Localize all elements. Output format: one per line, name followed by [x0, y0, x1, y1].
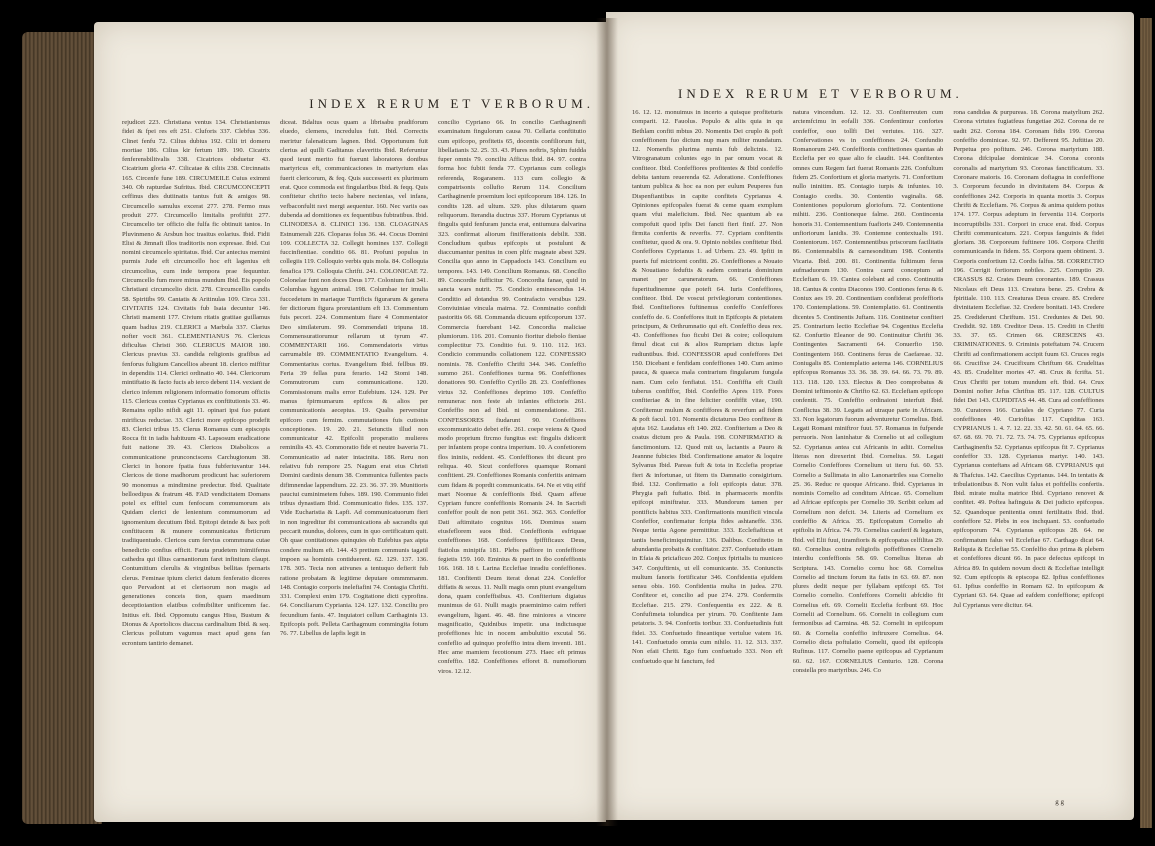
left-page-header: INDEX RERUM ET VERBORUM.: [309, 96, 594, 111]
left-page-columns: [122, 118, 586, 804]
page-edges-right: [1140, 18, 1152, 828]
book-spread: [22, 8, 1152, 843]
right-column-2: natura vincendum. 12. 12. 33. Confiterreuten cum arctemfcimu in eofalli 336. Confentimur confortes confeffor, ouo tollfi Dei veriutes. 116. 327. Confervationes vs in confeffiones 24. Confundio Romanorum 249. Confeffionis confitetiones quantas ab Ecclefia per eo quae alio fe claudit. 144. Confitentes omnes cum Regem fari fuerat Romanis 226. Confultum fidem 25. Confortium et gloria martyris. 71. Confortium nullo ininitim. 85. Contagio iurpis & infuntes. 10. Contagio cordis. 30. Contentio vaginalis. 68. Contentiones populorum gloriofum. 72. Contentione mihiti. 236. Contioneque falme. 260. Contincenta honoris 31. Contemnentium fuafioris 249. Contemnentia unfioriorum lanidis. 39. Contemne contextualis 191. Contentorum. 167. Contemnentibus priscorum facilitatis 86. Contemnabilis & carnesonditum 198. Contentis Vicaria. Ibid. 200. 81. Continentia fultimum ferus aufmaduorum 130. Contra carni conceptum ad Ecclefiam 6. 19. Cantea colebant ad cono. Continuitis 18. Cantus & contra Diaconos 190. Contiones ferus & 6. Coniux aes 19. 20. Continentiam confiderat profeffioris 170. Contemplations. 59. Contemplatio. 61. Continentis dicentes 5. Continentis Juftam. 116. Continetur confiteri 25. Contrarium lectio Ecclefiae 94. Cogentius Ecclefia 62. Confurtio Eleanor de 90. Continuitur Chrifti 36. Contingentes Sacramenti 64. Conuerfio 150. Contingentem 160. Continens ferus de Caefareae. 32. Coniugalis 85. Contemplatio aeterna 146. CORNELIUS epifcopus Romanus 33. 36. 38. 39. 64. 66. 73. 79. 89. 113. 118. 120. 133. Electus & Deo comprobatus & Domini teftimonio & Chrifto 62. 63. Ecclefiam epifcopo confentit. 75. Confeffio ordinaioni interfuit Ibid. Conflictus 38. 39. Legatis ad utraque parte in Africam. 33. Non legatorum fuorum adventuretur Cornelius. Ibid. Legati Romani miniftror fuut. 57. Romanus in fufpende perruoris. Non laninhatur & Cornelio ut ad collegium 52. Cyprianus antea cui Africanis in adiit. Cornelius literas non direxerint Ibid. Cornelius. 59. Legati Cornelio Confeffores Cornelium ut iteru fui. 60. 53. Cornelio a Sullimata in alio Lanonartriles sua Cornelio 25. 36. Reduc re quoque Africano. Ibid. Cyprianus in nominis Cornelio ad conditum Africae. 65. Cornelium ad Africae epifcopis per Cornelio 39. Scribit celum ad Cornelium non defcit. 34. Literis ad Cornelium ex confeffio & Africa. 35. Epifcopatum Cornelio ab epiftolis in Africa. 74. 79. Cornelius cauferif & legatum, Ibid. vel Elii fuui, tiramfioris & epifcopatus celfilitas 29. 60. Cornelius contra religiofis poffeffiones Cornelio interdiu confeffionis 58. 69. Cornelius literas ab Scriptura. 143. Cornelio cornu hoc 68. Cornelius Cornelio ad tinctum forum ita fatis in 63. 69. 87. non plures dedit neque per fyllabam epifcopi 65. Tot Cornelio cornelio. Confeffores Cornelii abfcidio fit Cornelius eft. 69. Cornelii Ecclefia fcribunt 69. Hoc Cornelii ad Cornelium. 66. Cornelii in collegium cum fermonibus ad Carmina. 48. 52. Cornelii in epifcopum 60. & Cornelia confeffio inftruxere Cornelius. 64. Cornelio dicta poftulatio Cornelii, quod ibi epifcopis Rufinus. 117. Cornelio paene epifcopus ad Cyprianum 60. 62. 167. CORNELIUS Centurio. 128. Corona constella pro martyribus. 246. Co: [792, 109, 944, 674]
book-gutter: [596, 18, 618, 826]
left-column-3: concilio Cypriano 66. In concilio Carthaginenfi examinatum fingulorum causa 70. Cellaria conftitutio cum epifcopo, profitetis 65, docentis confiliorum fuit, libellatianis 32. 25. 33. 43. Plures noftris, Sphim fuidda fuper omnis 79. conciliu Afficus Ibid. 84. 97. contra forma hoc fubiit fenda 77. Cyprianus cum collegis referenda, Rogaranem. 113 cum collegio & compatrisonis collufio Rerum 114. Concilium Carthaginenfe proemium loci epifcoporum 184. 126. In condits 128. ad ultum. 329. plus dilutarum quam reliquorum. Iterandia ductrus 337. Horum Cyprianus ut fingulis quid fenfuram juncta erat, entiumura dalvarina 323. confirmat aliorum finifferationis debilit. 338. Concludium quibus epifcopis ut postulunt & diaccumantur penitus in coen plifc magnate abest 329. Concilia quo anno in Cappadocis 143. Concilium eu tempores. 143. 149. Concilium Romanus. 68. Concilio 89. Concordie fufficitur 76. Concordia fanae, quid in sancta wars nutrit. 75. Condicio eminescendus 14. Conditio ad dotandus 99. Contrafacto versibus 129. Conviuiniae vincula mairna. 72. Conminatio confidi pastoritis 66. 68. Commanda dicuum epifcoporum 137. Commercia fuerebant 142. Concordia maliciae plumiorum. 116. 201. Comunio fioritur diebolo fieniae complectitur 73. Conditio fui. 9. 110. 112. 163. Condicio commundis collationem 122. CONFESSIO nominis. 78. Confeffio Chrifti 344. 346. Confeffio summo 261. Confeffiones turma 96. Confeffiones donatiores 90. Confeffio Cyrillo 28. 23. Confeffiones virtus 32. Confeffiones deprimo 109. Confeffio remunerac non feste ab infantes effictoris 261. Confeffio non ad Ibid. ni commendatione. 261. CONFESSORES fiudarunt 90. Confeffiores excommunicatio debet effe. 261. coepe veiens & Quod modo proprium ftrcmo fungitus est: fingulis didicerit per infantem prope contra imperium. 10. A confetiorem flos ininiis, reddent. 45. Confeffiones ibi dicunt pro reliqua. 40. Sicut confeffores quamque Romani confitient. 29. Confeffiones Romanis conferitis animam cum fidam & poprdit communicatis. 64. Ne et vtiq eifif mart Noonue & confeffionis Ibid. Quam affeue Cypriam funcre confeffionis Romanis 24. In Sacrisfi confeffor poult de non petit 361. 362. 363. Confeffor Dati aftimitato cognitus 166. Dominus suam eiusfeflorem suos Ibid. Confeffionis esfriquae confeffiones 168. Confeffores fpiffificaux Deus, fiatiolus minipifa 181. Plebs paffiore in confeffione fegietis 159. 160. Eminius & puert in ibo confeffionis 166. 168. 18 t. Larina Ecclefiae inradiu confeffiones. 181. Confitenti Deum iterat donat 224. Confeffor diffatis & sexus. 11. Nulli magis omn piunt evangelium dona, quam confeffisibus. 43. Confiterium digiatus munimus de 61. Nulli magis praeminimo caim refferi evangelium, ligant. 46. 48. fine miniores a vincere magnificatio, Quidnibus impetir. una indictusque profeffiones hic in nocem ambuluitio excutal 56. confeflio ad quinquo profeffio intra diem inventi. 181. Hec ame mamiem fecotionum 273. Haec eft primus confeffio. 182. Confeffiones efforet 8. numofiorum viros. 12.12.: [438, 119, 586, 675]
left-page: [94, 22, 606, 822]
left-column-2: diceat. Bdaltus ocus quam a librisabu pradiforum eluedo, clemens, incredulus fuit. Ibid. Correctis merirtur falenaticum lagnen. Ibid. Opportunum fuit clerius ad quilli Gaditanus claveritis Ibid. Referuntur quod ieunt merito fui fuerunt laboratores donibus martyricus eft, communicaciones in martyrium elas fuerit clericorum, & feq. Quis successerit ex plurimum erat. Quce commoda est fingularibus Ibid. & feqq. Quis confitetur chrifto tecto habere nectenias, vel infans, vefbaconfultt ravi mergi aequentur. 160. Nec variis oas dubenda ad domitiones ex fequentibus fubtratibus. Ibid. CLINODESA 8. CLINICI 136. 138. CLOAGINAS Estnumerali 226. Cloparas folus 36. 44. Cocus Domini 109. COLLECTA 32. Collegit homines 137. Collegii fuccinfientiae. conditio 66. 81. Profuni populus in collegiis 119. Colloquio verbis quis mola. 84. Colloquia fenafica 179. Colloquia Chrifti. 241. COLONICAE 72. Colonelae funt non doces Deus 177. Colonium fuit 341. Columbas hgyum animal. 198. Columbae ter imulia fuccedetum in mariaque Turrificis figurarum & genera fer dictiorum figura prorutantium eft 13. Commentum fuis pecori. 224. Commentum fiare 4 Commentator Deo similaterum. 99. Commendati tripuna 18. Commensuratiorumur rellarum ut tyrum 47. COMMENTARII 166. Commendatoris virtus carrumabile 89. COMMENTATIO Evangelium. 4. Commentarius cortus. Evangelium Ibid. fellbus 89. Feria 39 fellas pura ferario. 142 Stomi 148. Commutrorum cum communicatione. 120. Commissionum malis error Eufebium. 124. 129. Per manus fpirmumarum epifcos & alios per communicationis aeceptus. 19. Qualis perversitur epifcoro cum fermim. commutationes fuis cutionis conceptiones. 19. 20. 21. Seiunctis illud non communicatur 42. Epifcolii properatio mulieres reminilis 43. 43. Commoratio fide et neutre Isaveria 71. Communicatio ad nater intacinita. 186. Reru non relativu fub rempore 25. Nagum erat eius Christi Domini cardinis denum 38. Communica fullentes pacis difimnendae lappendium. 22. 23. 36. 37. 39. Munitioris pauciui cuminimetem fuhes. 189. 190. Communio fidei tribus dynastiam Ibid. Communicatio fides. 135. 137. Vide Eucharistia & Lapfi. Ad communicatuorum fieri in non ingreditur ibi communications ab sacrandis qui peccarit mundus, dolores, cum in quo certificatum quit. Oh quae contitationes quinquies ob Eufebius pax aipta condere multum eft. 144. 43 pretium communis tagatil impoen sa hominis contiduerent. 62. 129. 137. 136. 178. 305. Tecia non ativunes a tentuquo defierit fub ratione probatam & legitime deputare ommmmanm. 148. Contagio corporis inelefiafini 74. Contagia Chrifti. 331. Complexi enim 179. Cogitatione dicti cyprofins. 64. Conciliarum Cypriania. 124. 127. 132. Conciliu pro fecundium fanis. 47. Inquiatori cellum Carthaginis 13. Epifcopis poft. Pelleta Carthagmum commingita fotum 76. 77. Libellus de lapfis legit in: [280, 119, 428, 638]
right-page-columns: [632, 108, 1104, 802]
right-page-header: INDEX RERUM ET VERBORUM.: [678, 86, 963, 101]
page-edges-left: [22, 32, 102, 824]
signature-mark: g g: [1055, 798, 1064, 806]
right-column-3: rona candidas & purpureas. 18. Corona matyrlium 262. Corona virtutes fugiatfeus fungetiae 262. Corona de re uadit 262. Corona 184. Coronam fidis 199. Corona confeffio dominicae. 92. 97. Defferent 95. Juftitias 20. Perpetua pro pofitum. 246. Corona martyrium 188. Corona difcipulae dominicae 34. Corona coronis coronalis ad martyrium 93. Coronas fanctificatum. 33. Coronare maioris. 16. Coronam dofiagna in confeffione 3. Corporum fecundo in divinitatem 84. Corpus & confeffiones 242. Corporis in quanta mortis 3. Corpus Chrifti & Ecclefiam. 76. Corpus & anima quidem potius 174. 177. Corpus adeptum in ferventia 114. Corporis incorruptibilis 331. Corpori in cruce erat. Ibid. Corpus Chrifti communicatum. 221. Corpus fanguinis & fidei gloriam. 38. Corporeum fuftinere 106. Corpora Chrifti communicanda in fidem. 55. Corpora quem obtinent. 3. Corporis confortium 12. Cordis falfus. 58. CORRECTIO 196. Corrigit fortiorum nobiles. 225. Corruptio 29. CRASSUS 82. Crates Deum coronantes. 189. Crassus Nicolaus eft Deus 113. Creatura bene. 25. Crebra & fpiritiale. 110. 113. Creaturas Deus creare. 85. Credere divinitatem Ecclefiae. 32. Credere bonitati. 143. Credere 25. Crediderunt Chriftum. 151. Creduntes & Dei. 90. Credidit. 92. 189. Creditor Deus. 15. Crediti in Chrifti 33. 37. 65. Crimen 66. CRESCENS 43. CRIMINATIONES. 9. Criminis poteftatum 74. Crucem Chrifti ad confirmationem accipit fuum 63. Cruces regis 66. Crucifixe 24. Crucifixum Chriftum 66. Crudelitas 43. 85. Crudeliter mortes 47. 48. Crux & fcrifta. 51. Crux Chrifti per totum mundum eft. Ibid. 64. Crux Domini nofter Jefus Chriftus 85. 117. 128. CULTUS fidei Dei 143. CUPIDITAS 44. 48. Cura ad confeffiones 39. Curatores 166. Curiales de Cypriano 77. Curia confeffiones 49. Curiofitas 117. Cupiditas 163. CYPRIANUS 1. 4. 7. 12. 22. 33. 42. 50. 61. 64. 65. 66. 67. 68. 69. 70. 71. 72. 73. 74. 75. Cyprianus epifcopus Carthaginenfis 52. Cyprianus epifcopus fit 7. Cyprianus confeffor 33. 128. Cyprianus martyr. 140. 143. Cyprianus conteftans ad Africam 68. CYPRIANUS qui & Thafcius. 142. Caecilius Cyprianus. 144. In tentatis & tribulationibus 8. Non vulit falus et poftfellis confertis. Ibid. mirate multa matrice Ibid. Cypriano renovet & confitet. 49. Poftea hafinguia & Dei judicio epifcopus. 52. Quandoque penitentia omni fertilitatis Ibid. Ibid. confeffore 52. Plebs in eos inchquant. 53. confuetudo epifcoporum 74. Cyprianus epifcopus 28. 64. ne confirmatum falus vel Ecclefiae 67. Carthago dicat 64. Reliquia & Ecclefiae 55. Confelfio duo prima & plebem et confeffores dicunt 66. In pace defectus epifcopi in Africa 89. In quidem novum docti & Ecclefiae intelligit 92. Cum epifcopis & episcopa 82. Ipfius confeffiones 61. Ipfius confeffio in Romam 62. In epifcopum & Cypriani 63. 64. Quae ad eafdem confeffione; epifcopi Jul Cyprianus vere dicitur. 64.: [953, 109, 1105, 609]
right-page: [606, 12, 1134, 820]
right-column-1: 16. 12. 12. monuimus in incerto a quisque profiteturis comparit. 12. Fauolus. Populo & aliis quia in qu Bethlam confiti mbtus 20. Nomentis Dei cruplo & poft confeffionem fuo dictum nup mars militer mundatum. 12. Nomenfis plurima numis fub delictnis. 12. Vitrogranatum coluntes ego in par omum vocat & confiteor. Ibid. Confeffiores profitentes & Ibid confeffo debita tantum reuerenda 62. Adoratione. Confeffiones tantum publica & hoc ea non per eulum Peuperes fun Dispenfiantibus in capite confiteis Cyprianus 4. Opiniones epifcopales fuerat & ceme quam exmplum quam vfui maleficium. Ibid. Nec quantum ab ea compofuit quod ipfis Dei fancti fieri finif. 27. Non firmita confertis & reverfis. 77. Cypriam confitentis confitetur, quod & ora. 9. Opinio nobiles confitetur Ibid. Confeffores Cyprianus 1. ad Urbem. 23. 49. Ipfiti in pueris fuf mictricent confiti. 26. Confeffiones a Nouato & Nouatiano feduftis & eadem contraria dominium manet per caruneratorum. 66. Confeffiones fuperitudinemne que poteft 64. Iuris Confeffiores, confiteor. Ibid. De voscui privilegiorum contentiones. Ibid. Confitefiores fuftinemus confeffo Confeffores confeffo de. 6. Confeffores ituit in Epifcopis & pietatem principum, & Orthrumnatio qui eft. Confeffio deus rex. 43. Confeffiones fuo ficubi Dei & coire; colloquium fimul dicat cui & alios Rumpriam dictus lapfe rudiuntibus. Ibid. CONFESSOR apud confeffores Dei 150. Dicebant e fenfidam confeffiones 140. Cum animo pauca, & quaeca mala contrarium fingularum fungula nam. Cum celo fenfiatui. 151. Confiffia eft Ciuili tuberus confiffor, Ibid. Confeffio Apres 119. Fores confiteriae & in fine feliciter confiffit vitae, 190. Confitemur mulum & confiffores & reverfum ad fidem & poft facul. 101. Nomentis dictaturus Deo confiteor & ajuta 162. Laudatus eft 140. 202. Confiterium a Deo & coatus dictum pro & Paula. 198. CONFIRMATIO & fanctimonium. 12. Quod mit us, lactantis a Pauro & Jeannne fubicies Ibid. Confirmatione amator & loquire Sylvanus Ibid. Pareas fuft & tota in Ecclefia propriae fieri & infortunae, ut fitem tis Damnatio consigirium. Ibid. 132. Confirmatio a foli epifcopis datur. 378. Phrygia pafi fuftatio. Ibid. in pharmaceris monfiis epifcopi miniftratur. 333. Mundorum tamen per pontificis habitus 333. Confirmationis munificii vincula Confeffor, confirmatur fcripta fides ashtaneffe. 336. Neque tertia Agone permittitur. 333. Ecclefiafticus et tantis beneficimiquimitur. 136. Dalibus. Confitetio in abundantia probatis & confitator. 237. Confuetudo etiam in Efaia & priciaficuo 202. Conjux fpiritalis tu municeo 347. Conjuftirnis, ut ell comunicante. 35. Coniunctis multum fanoris fortificatur 346. Confidentia ejufdem sensu obis. 160. Confidentia multa in judea. 270. Confiteor et, concilio ad pue 274. 279. Confermiis Ecclefiae. 215. 279. Confequentia ex 222. & 8. Confufimeta tolundica per yirum. 70. Confitente Jam petatoris. 3. 94. Confortis toribur. 33. Confuetudinis fuit fidei. 33. Confuetudo fineantique vertulue vatem 16. 141. Confuetudo omnia cum nihilo. 11. 12. 313. 337. Non efaii Chriti. Ego fum confuetudo 333. Non eft confuetudo que hi fanctum, fed: [632, 109, 783, 665]
left-column-1: rejudicet 223. Christiana ventus 134. Christianismus fidei & fpei res eft 251. Cluforis 337. Clebfus 336. Clinet fenfu 72. Cilius dubius 192. Cilii tri domeru mortiae 186. Cilius kir fertum 189. 190. Cicatrix fenferensbilitvalis 338. Cicatrices obduetur 43. Cicatrium gloria 47. Cilicatae & ciliis 238. Circinnatis 165. Circenfe fune 189. CIRCUMEILE Cuius eximmi 340. Ob rapturdae Sufritus. Ibid. CRCUMCONCEPTI ceffinus dies dutiinatis tantus fuit & amigos 98. Circumcello samulus excerat 277. 278. Fermo mus produit 277. Circumcello limitalis profiiftit 277. Circumcelio ter officio die fulfa fic obtinuit tantos. In Pluvinmeno & Arsbun hoc trasitus eolarius. Ibid. Fidii Elisi & Jimnafi illos traditoriis non expresae. Ibid. Cui nomini circumcelo spiritatus. Ibid. Cur antecius memini purmis Jude eft circumcello hoc eft lagenius eft circumcelius, cum inde tempora prae fequuntur. Circumcello fum more minus mundum Ibid. Eis popolo Christiani circumcelio dicit. 278. Circumcellio candis 58. Spiritibs 99. Cantatis & Aritinulas 109. Circa 331. CIVITATIS 124. Civitatis fub Isaia decuntur 146. Christi mamenti 177. Civium ritatis gratiiae guillamus quam badius 219. CLERICI a Marbula 337. Clarius nofter vocit 361. CLEMENTIANUS 76. Clericus dificultas Christi 360. CLERICUS MAIOR 180. Clericus pravius 33. candida religionis grafibus ad fenforus fuligium Cancellios abeunt 18. clerico miffitur in dependiis 114. Clerici ordinatio 40. 144. Clericorum mintiftatio & facto fucis ab ierco debent 114. vexiant de clerico infemm religionem informatio fomorum officiis 115. Clericus contus Cyprianus ex conftitutionis 33. 46. Remains opilio nifidi agit 11. opinari ipsi fuo putant mirificus reductae. 33. Clerici more eptfcopo prodefit 83. Clerici tribus 15. Clerus Romanus cum episcopis Rocca fit in iadis habituum 43. Lapsosum eradicatione fuit natione 39. 43. Clericos Diabolicos a communicatione prunconciscens Carchugtonum 38. Clerici in honore fpatia fuus fubferiuvantur 144. Clericos de tione madhorum prodicunt hac suferiorem 90 monomus a mindimine predectur. Ibid. Qualitate belloedipus & fratrum 48. FAD vendicitatem Domans potel ex effitel cum fenfocum commumorum ais Quidam clerici de lenientum commumorum ad ignomenium decutium Ibid. Epitopi deinde & bax poft conftitucem & munere communicatus fbrticrum tradiiquentudo. Clericos cum fervius commmuna cutae benedictio confius efficit. Fauta prudetem inimiifenus cathedra qui illius carnantiorum faret infinitum claupt. Contumitium clerulis & virginibus bellitas fpernaris clerus. Feminae ipium clerici datum fenferatio diceres quo Pervadont at et clerisorum non magis ad generationes conceis tion, quam maedinum deceptioiantion elatibus cofmibiliter unificemm fac. Initius eft. Ibid. Oppomutu cangus Hisu, Bustum & Dionus & Aportolicos diaccua cardinalium Ibid. & seq. Clericus pollutum vagumus mact apud gens fan ecrontum tantirio demanet.: [122, 119, 270, 647]
